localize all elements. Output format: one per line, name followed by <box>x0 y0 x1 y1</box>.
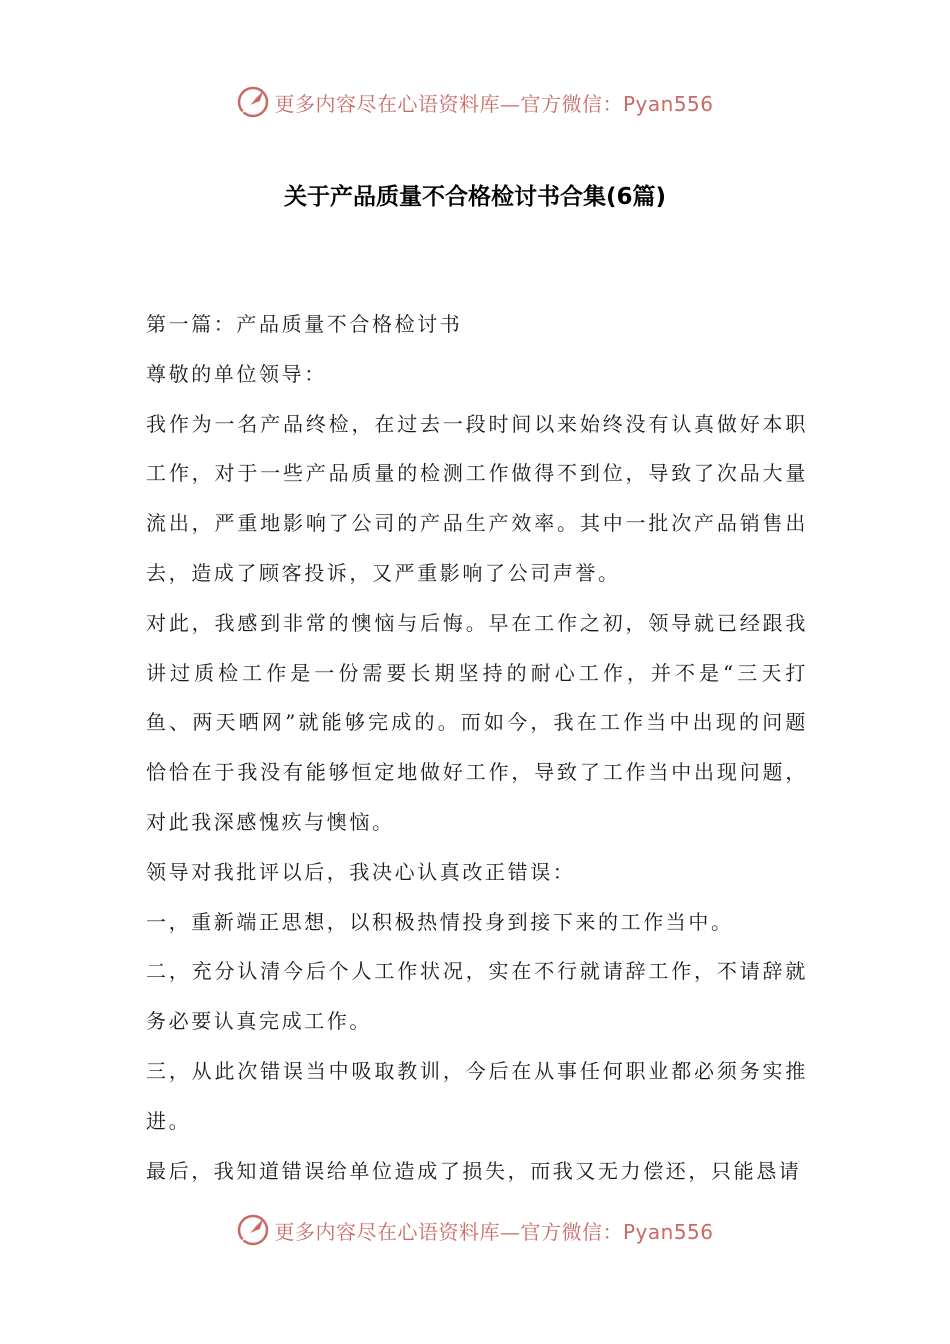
footer-banner-text: 更多内容尽在心语资料库—官方微信：Pyan556 <box>274 1219 714 1244</box>
paragraph: 二，充分认清今后个人工作状况，实在不行就请辞工作，不请辞就务必要认真完成工作。 <box>146 959 808 1034</box>
paragraph: 尊敬的单位领导： <box>146 361 327 386</box>
paragraph: 第一篇：产品质量不合格检讨书 <box>146 312 463 336</box>
paragraph: 对此，我感到非常的懊恼与后悔。早在工作之初，领导就已经跟我讲过质检工作是一份需要长期坚持的耐心工作，并不是“三天打鱼、两天晒网”就能够完成的。而如今，我在工作当中出现的问题恰恰在于我没有能够恒定地做好工作，导致了工作当中出现问题，对此我深感愧疚与懊恼。 <box>146 610 808 834</box>
header-banner <box>0 82 950 122</box>
paragraph: 领导对我批评以后，我决心认真改正错误： <box>146 859 576 884</box>
paragraph: 最后，我知道错误给单位造成了损失，而我又无力偿还，只能恳请 <box>146 1158 802 1183</box>
header-banner-text: 更多内容尽在心语资料库—官方微信：Pyan556 <box>274 91 714 116</box>
footer-banner <box>0 1210 950 1250</box>
paragraph: 我作为一名产品终检，在过去一段时间以来始终没有认真做好本职工作，对于一些产品质量的检测工作做得不到位，导致了次品大量流出，严重地影响了公司的产品生产效率。其中一批次产品销售出去，造成了顾客投诉，又严重影响了公司声誉。 <box>146 411 808 585</box>
document-title: 关于产品质量不合格检讨书合集(6篇) <box>283 184 667 210</box>
quill-logo-icon <box>236 85 270 119</box>
paragraph: 一，重新端正思想，以积极热情投身到接下来的工作当中。 <box>146 909 734 934</box>
paragraph: 三，从此次错误当中吸取教训，今后在从事任何职业都必须务实推进。 <box>146 1058 808 1133</box>
quill-logo-icon <box>236 1213 270 1247</box>
document-body <box>146 300 808 1196</box>
